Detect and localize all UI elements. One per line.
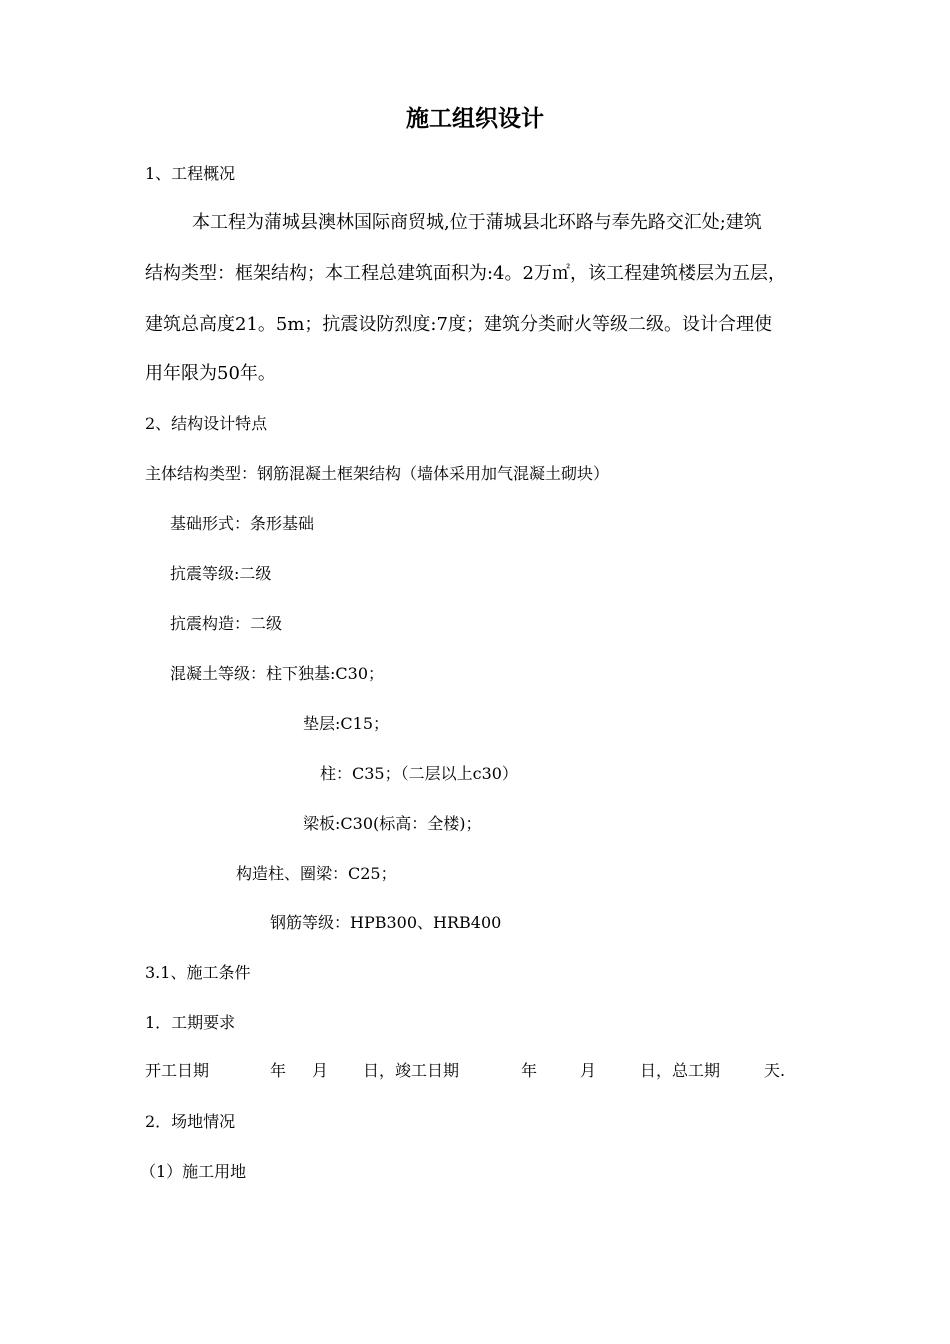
seismic-grade: 抗震等级:二级 — [170, 564, 272, 583]
overview-line-2: 结构类型：框架结构；本工程总建筑面积为:4。2万㎡，该工程建筑楼层为五层， — [145, 263, 786, 284]
start-month-label: 月 — [312, 1061, 329, 1080]
end-year-label: 年 — [521, 1061, 538, 1080]
section-3-heading: 3.1、施工条件 — [145, 963, 251, 982]
concrete-grade: 混凝土等级：柱下独基:C30； — [170, 664, 384, 683]
document-title: 施工组织设计 — [406, 106, 544, 132]
start-date-label: 开工日期 — [145, 1061, 210, 1080]
cushion-grade: 垫层:C15； — [303, 714, 389, 733]
end-date-label: 日，竣工日期 — [363, 1061, 460, 1080]
seismic-construction: 抗震构造：二级 — [170, 614, 283, 633]
overview-line-1: 本工程为蒲城县澳林国际商贸城,位于蒲城县北环路与奉先路交汇处;建筑 — [192, 212, 762, 233]
beam-slab-grade: 梁板:C30(标高：全楼)； — [303, 814, 482, 833]
start-year-label: 年 — [270, 1061, 287, 1080]
site-conditions-heading: 2．场地情况 — [145, 1112, 236, 1131]
section-1-heading: 1、工程概况 — [145, 164, 236, 183]
construction-land-heading: （1）施工用地 — [140, 1162, 247, 1181]
ring-beam-grade: 构造柱、圈梁：C25； — [236, 864, 397, 883]
overview-line-3: 建筑总高度21。5m；抗震设防烈度:7度；建筑分类耐火等级二级。设计合理使 — [145, 314, 772, 335]
main-structure-type: 主体结构类型：钢筋混凝土框架结构（墙体采用加气混凝土砌块） — [145, 464, 610, 483]
foundation-type: 基础形式：条形基础 — [170, 514, 315, 533]
overview-line-4: 用年限为50年。 — [145, 363, 276, 384]
end-month-label: 月 — [580, 1061, 597, 1080]
column-grade: 柱：C35；（二层以上c30） — [320, 764, 518, 783]
schedule-requirement-heading: 1．工期要求 — [145, 1013, 236, 1032]
section-2-heading: 2、结构设计特点 — [145, 414, 268, 433]
days-label: 天. — [764, 1061, 786, 1080]
rebar-grade: 钢筋等级：HPB300、HRB400 — [270, 913, 502, 932]
total-period-label: 日，总工期 — [640, 1061, 721, 1080]
